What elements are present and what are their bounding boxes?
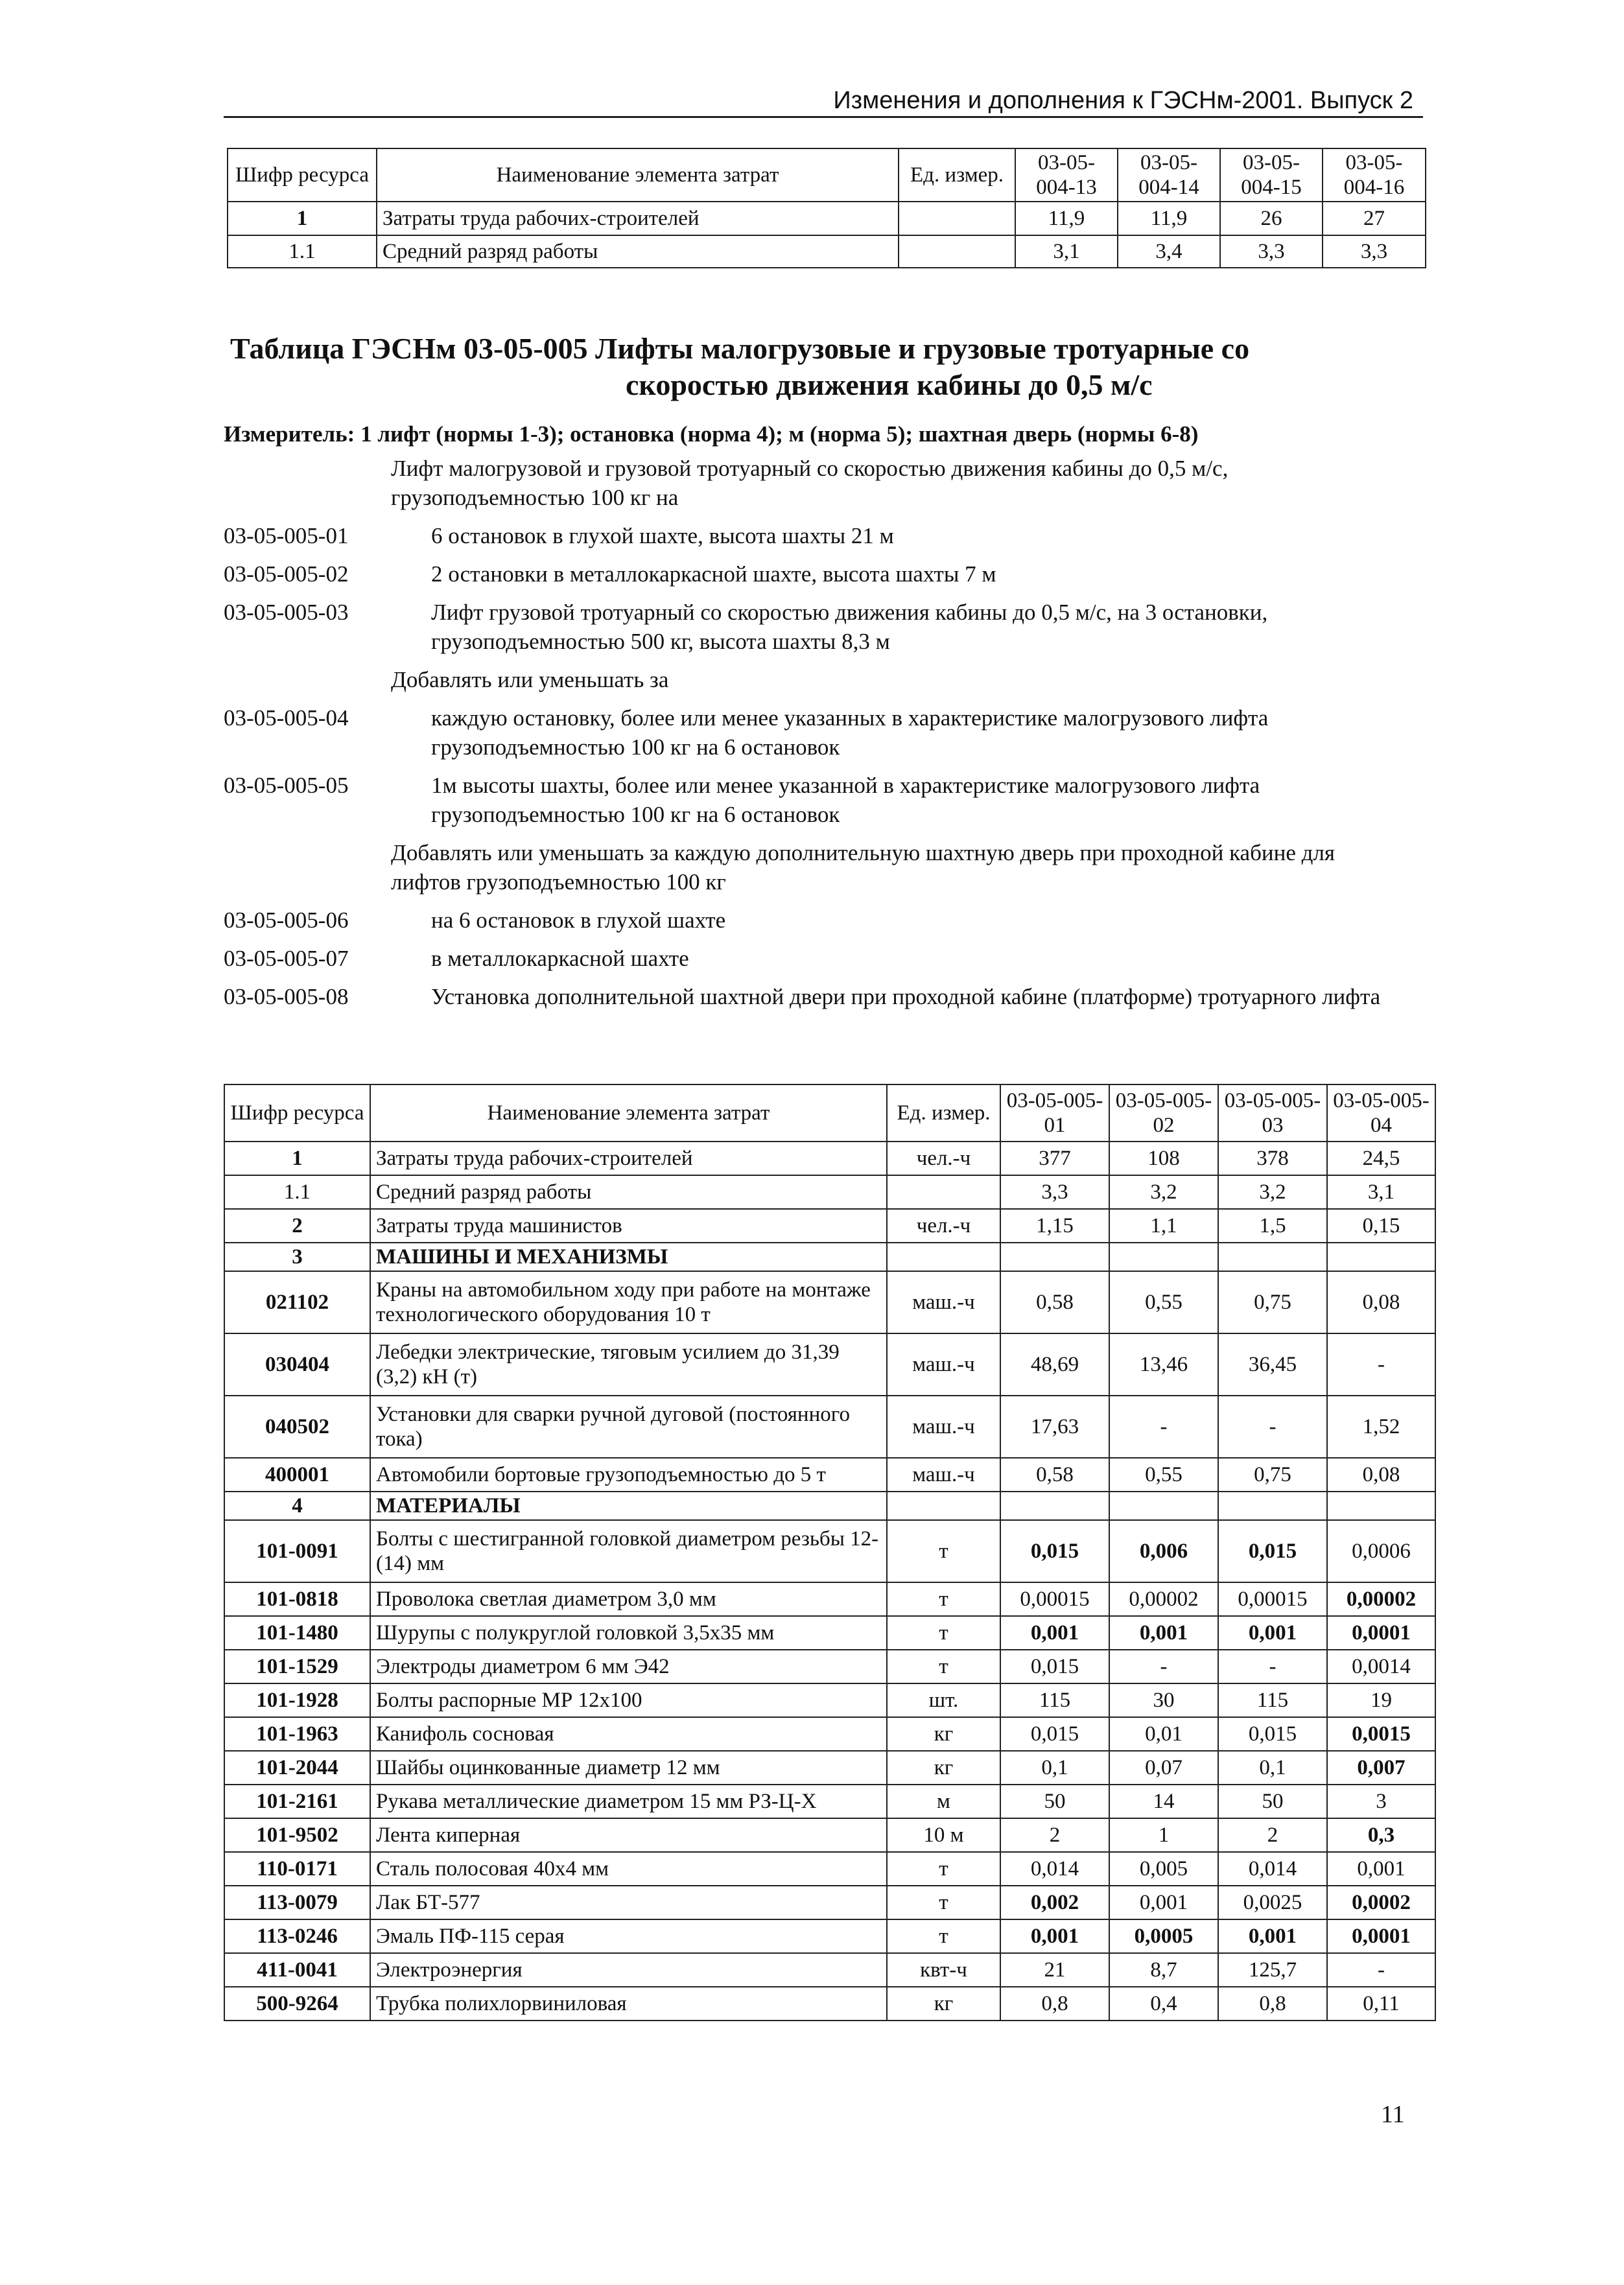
table-row: [224, 1717, 1435, 1751]
cell-value: 0,08: [1327, 1458, 1435, 1492]
cell-value: 0,0005: [1109, 1919, 1218, 1953]
cell-unit: [887, 1492, 1000, 1520]
cell-value: 0,005: [1109, 1852, 1218, 1886]
cell-name: Лак БТ-577: [370, 1886, 887, 1919]
spec-group-heading: Добавлять или уменьшать за каждую дополнительную шахтную дверь при проходной кабине для лифтов грузоподъемностью 100 кг: [391, 840, 1336, 895]
col-header-norm: 03-05-004-16: [1323, 148, 1426, 202]
cell-code: 030404: [224, 1333, 370, 1396]
cell-name: Болты с шестигранной головкой диаметром резьбы 12- (14) мм: [370, 1520, 887, 1582]
cell-unit: т: [887, 1919, 1000, 1953]
cell-value: 2: [1000, 1818, 1109, 1852]
cell-unit: маш.-ч: [887, 1333, 1000, 1396]
cell-value: 17,63: [1000, 1396, 1109, 1458]
spec-item-text: в металлокаркасной шахте: [431, 946, 689, 971]
cell-value: 0,0014: [1327, 1650, 1435, 1683]
cell-value: 0,1: [1000, 1751, 1109, 1785]
col-header-norm: 03-05-004-13: [1015, 148, 1118, 202]
table-row: [224, 1785, 1435, 1818]
cell-code: 101-2161: [224, 1785, 370, 1818]
cell-value: 19: [1327, 1683, 1435, 1717]
labor-table-004: [227, 148, 1426, 268]
cell-value: 0,1: [1218, 1751, 1327, 1785]
cell-value: 1: [1109, 1818, 1218, 1852]
cell-code: 4: [224, 1492, 370, 1520]
table-row: [224, 1142, 1435, 1175]
cell-unit: т: [887, 1650, 1000, 1683]
cell-unit: маш.-ч: [887, 1458, 1000, 1492]
spec-group-heading: Добавлять или уменьшать за: [391, 667, 669, 692]
cell-unit: т: [887, 1886, 1000, 1919]
cell-value: 27: [1323, 202, 1426, 235]
cell-name: Эмаль ПФ-115 серая: [370, 1919, 887, 1953]
cell-name: Лента киперная: [370, 1818, 887, 1852]
page-number: 11: [1381, 2101, 1405, 2128]
cell-value: 115: [1218, 1683, 1327, 1717]
table-row: [224, 1852, 1435, 1886]
measurer-line: Измеритель: 1 лифт (нормы 1-3); остановка (норма 4); м (норма 5); шахтная дверь (нормы 6-8): [224, 421, 1199, 447]
cell-value: 13,46: [1109, 1333, 1218, 1396]
cell-code: 113-0079: [224, 1886, 370, 1919]
spec-item-text: 6 остановок в глухой шахте, высота шахты 21 м: [431, 523, 894, 548]
cell-value: -: [1327, 1333, 1435, 1396]
cell-code: 1: [224, 1142, 370, 1175]
table-row: [228, 202, 1426, 235]
col-header-norm: 03-05-005-02: [1109, 1084, 1218, 1142]
cell-unit: чел.-ч: [887, 1209, 1000, 1243]
cell-value: 1,5: [1218, 1209, 1327, 1243]
cell-unit: м: [887, 1785, 1000, 1818]
cell-value: 3,3: [1323, 235, 1426, 268]
cell-value: -: [1218, 1396, 1327, 1458]
cell-value: [1327, 1243, 1435, 1271]
cell-value: 0,0001: [1327, 1616, 1435, 1650]
spec-item: [224, 906, 1410, 935]
spec-item: [224, 559, 1410, 589]
spec-item-code: 03-05-005-06: [224, 908, 349, 933]
cell-name: Установки для сварки ручной дуговой (постоянного тока): [370, 1396, 887, 1458]
cell-value: 1,15: [1000, 1209, 1109, 1243]
table-title-line1: Таблица ГЭСНм 03-05-005 Лифты малогрузовые и грузовые тротуарные со: [230, 332, 1250, 365]
spec-item-code: 03-05-005-03: [224, 600, 349, 625]
cell-unit: т: [887, 1520, 1000, 1582]
spec-item-text: 2 остановки в металлокаркасной шахте, высота шахты 7 м: [431, 561, 996, 587]
cell-code: 3: [224, 1243, 370, 1271]
cell-name: Затраты труда рабочих-строителей: [377, 202, 899, 235]
cell-value: [1327, 1492, 1435, 1520]
cell-value: 0,4: [1109, 1987, 1218, 2021]
cell-value: 0,015: [1218, 1520, 1327, 1582]
cell-value: 0,55: [1109, 1458, 1218, 1492]
cell-value: [1218, 1243, 1327, 1271]
col-header-norm: 03-05-004-14: [1118, 148, 1220, 202]
table-title: [230, 331, 1332, 403]
cell-name: Трубка полихлорвиниловая: [370, 1987, 887, 2021]
resource-table-005: [224, 1084, 1436, 2021]
cell-value: [1000, 1243, 1109, 1271]
cell-name: Рукава металлические диаметром 15 мм РЗ-Ц-Х: [370, 1785, 887, 1818]
table-row: [224, 1818, 1435, 1852]
cell-value: 0,75: [1218, 1271, 1327, 1333]
cell-value: 50: [1000, 1785, 1109, 1818]
table-row: [224, 1458, 1435, 1492]
cell-value: 0,014: [1218, 1852, 1327, 1886]
cell-value: 0,8: [1000, 1987, 1109, 2021]
cell-value: [1109, 1243, 1218, 1271]
cell-name: Электроэнергия: [370, 1953, 887, 1987]
cell-value: 0,001: [1109, 1886, 1218, 1919]
cell-code: 110-0171: [224, 1852, 370, 1886]
table-row: [224, 1919, 1435, 1953]
cell-unit: т: [887, 1852, 1000, 1886]
cell-value: 3,1: [1015, 235, 1118, 268]
spec-item-code: 03-05-005-05: [224, 773, 349, 798]
spec-item: [224, 703, 1410, 762]
cell-unit: т: [887, 1616, 1000, 1650]
spec-item: [224, 771, 1410, 829]
table-row: [224, 1650, 1435, 1683]
cell-unit: квт-ч: [887, 1953, 1000, 1987]
cell-value: 0,015: [1218, 1717, 1327, 1751]
col-header-name: Наименование элемента затрат: [377, 148, 899, 202]
cell-value: 0,15: [1327, 1209, 1435, 1243]
table-row: [224, 1243, 1435, 1271]
table-row: [224, 1953, 1435, 1987]
table-row: [224, 1209, 1435, 1243]
table-row: [224, 1751, 1435, 1785]
table-row: [224, 1175, 1435, 1209]
cell-code: 2: [224, 1209, 370, 1243]
cell-name: Средний разряд работы: [370, 1175, 887, 1209]
cell-value: -: [1327, 1953, 1435, 1987]
spec-item-code: 03-05-005-04: [224, 705, 349, 731]
cell-name: МАШИНЫ И МЕХАНИЗМЫ: [370, 1243, 887, 1271]
cell-value: 0,01: [1109, 1717, 1218, 1751]
cell-value: 1,52: [1327, 1396, 1435, 1458]
cell-value: 0,001: [1327, 1852, 1435, 1886]
table-row: [224, 1271, 1435, 1333]
cell-unit: кг: [887, 1987, 1000, 2021]
spec-item: [224, 982, 1410, 1011]
table-row: [224, 1396, 1435, 1458]
cell-value: 0,8: [1218, 1987, 1327, 2021]
cell-name: Болты распорные МР 12x100: [370, 1683, 887, 1717]
cell-value: 0,00015: [1000, 1582, 1109, 1616]
cell-value: 0,015: [1000, 1717, 1109, 1751]
cell-value: 0,006: [1109, 1520, 1218, 1582]
cell-code: 101-0091: [224, 1520, 370, 1582]
cell-value: 1,1: [1109, 1209, 1218, 1243]
cell-value: 0,58: [1000, 1271, 1109, 1333]
cell-code: 101-9502: [224, 1818, 370, 1852]
col-header-code: Шифр ресурса: [224, 1084, 370, 1142]
spec-item-text: каждую остановку, более или менее указанных в характеристике малогрузового лифта грузоподъемностью 100 кг на 6 остановок: [431, 705, 1269, 760]
cell-value: 2: [1218, 1818, 1327, 1852]
cell-code: 101-0818: [224, 1582, 370, 1616]
cell-value: 3,3: [1220, 235, 1323, 268]
spec-item-text: Установка дополнительной шахтной двери при проходной кабине (платформе) тротуарного лифта: [431, 984, 1381, 1009]
col-header-unit: Ед. измер.: [887, 1084, 1000, 1142]
cell-value: 0,0001: [1327, 1919, 1435, 1953]
cell-code: 021102: [224, 1271, 370, 1333]
table-row: [224, 1582, 1435, 1616]
cell-value: 11,9: [1015, 202, 1118, 235]
cell-value: 0,007: [1327, 1751, 1435, 1785]
cell-value: 0,001: [1000, 1919, 1109, 1953]
cell-value: 377: [1000, 1142, 1109, 1175]
table-row: [224, 1987, 1435, 2021]
cell-unit: [887, 1243, 1000, 1271]
cell-value: 0,0006: [1327, 1520, 1435, 1582]
spec-item: [224, 521, 1410, 550]
cell-value: 21: [1000, 1953, 1109, 1987]
col-header-norm: 03-05-005-04: [1327, 1084, 1435, 1142]
table-row: [224, 1333, 1435, 1396]
cell-name: Сталь полосовая 40x4 мм: [370, 1852, 887, 1886]
cell-name: Шурупы с полукруглой головкой 3,5x35 мм: [370, 1616, 887, 1650]
cell-value: 0,001: [1218, 1919, 1327, 1953]
cell-name: Краны на автомобильном ходу при работе на монтаже технологического оборудования 10 т: [370, 1271, 887, 1333]
cell-unit: маш.-ч: [887, 1396, 1000, 1458]
cell-unit: шт.: [887, 1683, 1000, 1717]
table-row: [224, 1492, 1435, 1520]
cell-value: 125,7: [1218, 1953, 1327, 1987]
cell-code: 040502: [224, 1396, 370, 1458]
cell-value: 115: [1000, 1683, 1109, 1717]
cell-value: 0,001: [1109, 1616, 1218, 1650]
cell-value: 0,0002: [1327, 1886, 1435, 1919]
table-title-line2: скоростью движения кабины до 0,5 м/с: [626, 368, 1153, 401]
cell-value: 30: [1109, 1683, 1218, 1717]
cell-name: МАТЕРИАЛЫ: [370, 1492, 887, 1520]
cell-value: 0,08: [1327, 1271, 1435, 1333]
cell-value: 108: [1109, 1142, 1218, 1175]
cell-value: 378: [1218, 1142, 1327, 1175]
cell-code: 101-1529: [224, 1650, 370, 1683]
cell-unit: чел.-ч: [887, 1142, 1000, 1175]
cell-value: 48,69: [1000, 1333, 1109, 1396]
cell-value: 0,00002: [1327, 1582, 1435, 1616]
cell-value: 14: [1109, 1785, 1218, 1818]
page-header: Изменения и дополнения к ГЭСНм-2001. Выпуск 2: [224, 83, 1423, 118]
cell-value: 0,015: [1000, 1520, 1109, 1582]
cell-value: 0,00002: [1109, 1582, 1218, 1616]
col-header-norm: 03-05-004-15: [1220, 148, 1323, 202]
cell-name: Лебедки электрические, тяговым усилием до 31,39 (3,2) кН (т): [370, 1333, 887, 1396]
spec-group-heading: Лифт малогрузовой и грузовой тротуарный со скоростью движения кабины до 0,5 м/с, грузоподъемностью 100 кг на: [391, 456, 1229, 510]
cell-code: 101-1928: [224, 1683, 370, 1717]
cell-value: [1000, 1492, 1109, 1520]
col-header-code: Шифр ресурса: [228, 148, 377, 202]
cell-value: -: [1109, 1396, 1218, 1458]
cell-value: 0,001: [1000, 1616, 1109, 1650]
cell-value: 0,07: [1109, 1751, 1218, 1785]
cell-value: 11,9: [1118, 202, 1220, 235]
cell-value: 50: [1218, 1785, 1327, 1818]
cell-value: 0,75: [1218, 1458, 1327, 1492]
cell-value: 24,5: [1327, 1142, 1435, 1175]
cell-value: 3,1: [1327, 1175, 1435, 1209]
cell-value: 3,3: [1000, 1175, 1109, 1209]
cell-unit: маш.-ч: [887, 1271, 1000, 1333]
cell-code: 1: [228, 202, 377, 235]
cell-unit: т: [887, 1582, 1000, 1616]
cell-value: [1109, 1492, 1218, 1520]
cell-value: 26: [1220, 202, 1323, 235]
cell-value: 0,58: [1000, 1458, 1109, 1492]
cell-name: Затраты труда машинистов: [370, 1209, 887, 1243]
cell-value: [1218, 1492, 1327, 1520]
cell-name: Канифоль сосновая: [370, 1717, 887, 1751]
cell-value: 0,3: [1327, 1818, 1435, 1852]
cell-value: 0,0015: [1327, 1717, 1435, 1751]
cell-value: 3: [1327, 1785, 1435, 1818]
cell-name: Средний разряд работы: [377, 235, 899, 268]
cell-value: 3,2: [1109, 1175, 1218, 1209]
cell-code: 1.1: [224, 1175, 370, 1209]
cell-code: 101-1480: [224, 1616, 370, 1650]
cell-value: 0,014: [1000, 1852, 1109, 1886]
cell-code: 1.1: [228, 235, 377, 268]
cell-name: Автомобили бортовые грузоподъемностью до 5 т: [370, 1458, 887, 1492]
cell-unit: 10 м: [887, 1818, 1000, 1852]
spec-item-text: 1м высоты шахты, более или менее указанной в характеристике малогрузового лифта грузоподъемностью 100 кг на 6 остановок: [431, 773, 1260, 827]
cell-value: 3,4: [1118, 235, 1220, 268]
cell-value: 0,11: [1327, 1987, 1435, 2021]
spec-item-code: 03-05-005-07: [224, 946, 349, 971]
cell-value: 0,001: [1218, 1616, 1327, 1650]
cell-name: Шайбы оцинкованные диаметр 12 мм: [370, 1751, 887, 1785]
cell-value: 0,55: [1109, 1271, 1218, 1333]
cell-value: 0,002: [1000, 1886, 1109, 1919]
col-header-unit: Ед. измер.: [899, 148, 1015, 202]
cell-code: 400001: [224, 1458, 370, 1492]
table-row: [224, 1616, 1435, 1650]
spec-item-code: 03-05-005-08: [224, 984, 349, 1009]
cell-unit: [887, 1175, 1000, 1209]
table-row: [224, 1520, 1435, 1582]
spec-item-text: Лифт грузовой тротуарный со скоростью движения кабины до 0,5 м/с, на 3 остановки, грузоподъемностью 500 кг, высота шахты 8,3 м: [431, 600, 1268, 654]
cell-code: 500-9264: [224, 1987, 370, 2021]
cell-unit: кг: [887, 1717, 1000, 1751]
col-header-name: Наименование элемента затрат: [370, 1084, 887, 1142]
table-row: [224, 1886, 1435, 1919]
spec-item-code: 03-05-005-02: [224, 561, 349, 587]
cell-value: 3,2: [1218, 1175, 1327, 1209]
cell-value: -: [1218, 1650, 1327, 1683]
spec-item-text: на 6 остановок в глухой шахте: [431, 908, 726, 933]
cell-code: 101-2044: [224, 1751, 370, 1785]
cell-name: Проволока светлая диаметром 3,0 мм: [370, 1582, 887, 1616]
cell-value: 0,015: [1000, 1650, 1109, 1683]
cell-code: 101-1963: [224, 1717, 370, 1751]
table-row: [228, 235, 1426, 268]
cell-unit: [899, 202, 1015, 235]
spec-item: [224, 598, 1410, 656]
cell-code: 411-0041: [224, 1953, 370, 1987]
cell-value: 8,7: [1109, 1953, 1218, 1987]
col-header-norm: 03-05-005-01: [1000, 1084, 1109, 1142]
spec-item: [224, 944, 1410, 973]
spec-item-code: 03-05-005-01: [224, 523, 349, 548]
cell-unit: кг: [887, 1751, 1000, 1785]
cell-value: -: [1109, 1650, 1218, 1683]
cell-value: 0,00015: [1218, 1582, 1327, 1616]
cell-name: Электроды диаметром 6 мм Э42: [370, 1650, 887, 1683]
cell-unit: [899, 235, 1015, 268]
cell-code: 113-0246: [224, 1919, 370, 1953]
cell-name: Затраты труда рабочих-строителей: [370, 1142, 887, 1175]
cell-value: 0,0025: [1218, 1886, 1327, 1919]
col-header-norm: 03-05-005-03: [1218, 1084, 1327, 1142]
cell-value: 36,45: [1218, 1333, 1327, 1396]
table-row: [224, 1683, 1435, 1717]
norm-specification: [224, 454, 1410, 1020]
